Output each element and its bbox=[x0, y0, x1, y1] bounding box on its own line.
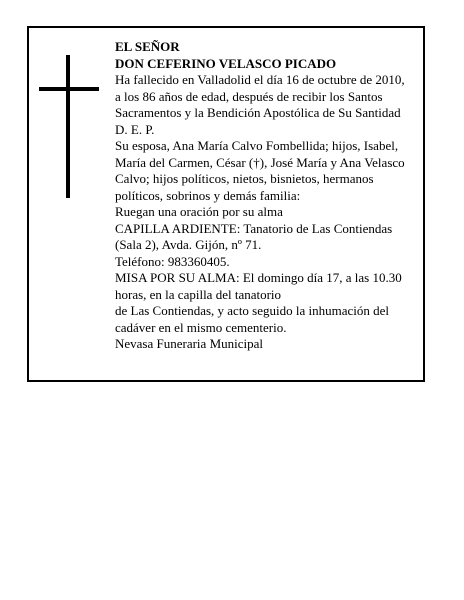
notice-text bbox=[115, 39, 427, 353]
chapel-info-line: (Sala 2), Avda. Gijón, nº 71. bbox=[115, 237, 262, 252]
cross-icon bbox=[39, 55, 99, 198]
cross-horizontal-bar bbox=[39, 87, 99, 91]
death-announcement-line: a los 86 años de edad, después de recibir los Santos bbox=[115, 88, 383, 104]
phone-line: Teléfono: 983360405. bbox=[115, 253, 230, 269]
obituary-notice bbox=[27, 26, 425, 382]
cross-vertical-bar bbox=[66, 55, 70, 198]
rip-line: D. E. P. bbox=[115, 121, 155, 137]
chapel-info-line: CAPILLA ARDIENTE: Tanatorio de Las Contiendas bbox=[115, 220, 393, 236]
deceased-name: DON CEFERINO VELASCO PICADO bbox=[115, 55, 337, 71]
mass-info-line: cadáver en el mismo cementerio. bbox=[115, 319, 287, 335]
death-announcement-line: Ha fallecido en Valladolid el día 16 de octubre de 2010, bbox=[115, 72, 405, 87]
family-line: Su esposa, Ana María Calvo Fombellida; hijos, Isabel, bbox=[115, 138, 399, 153]
mass-info-line: horas, en la capilla del tanatorio bbox=[115, 286, 282, 302]
family-line: Calvo; hijos políticos, nietos, bisnietos, hermanos bbox=[115, 171, 374, 186]
funeral-home-line: Nevasa Funeraria Municipal bbox=[115, 336, 264, 351]
mass-info-line: de Las Contiendas, y acto seguido la inhumación del bbox=[115, 303, 390, 318]
notice-title: EL SEÑOR bbox=[115, 39, 180, 54]
mass-info-line: MISA POR SU ALMA: El domingo día 17, a las 10.30 bbox=[115, 270, 402, 285]
death-announcement-line: Sacramentos y la Bendición Apostólica de Su Santidad bbox=[115, 105, 401, 120]
family-line: políticos, sobrinos y demás familia: bbox=[115, 187, 301, 203]
prayer-request-line: Ruegan una oración por su alma bbox=[115, 204, 283, 219]
family-line: María del Carmen, César (†), José María y Ana Velasco bbox=[115, 154, 405, 170]
